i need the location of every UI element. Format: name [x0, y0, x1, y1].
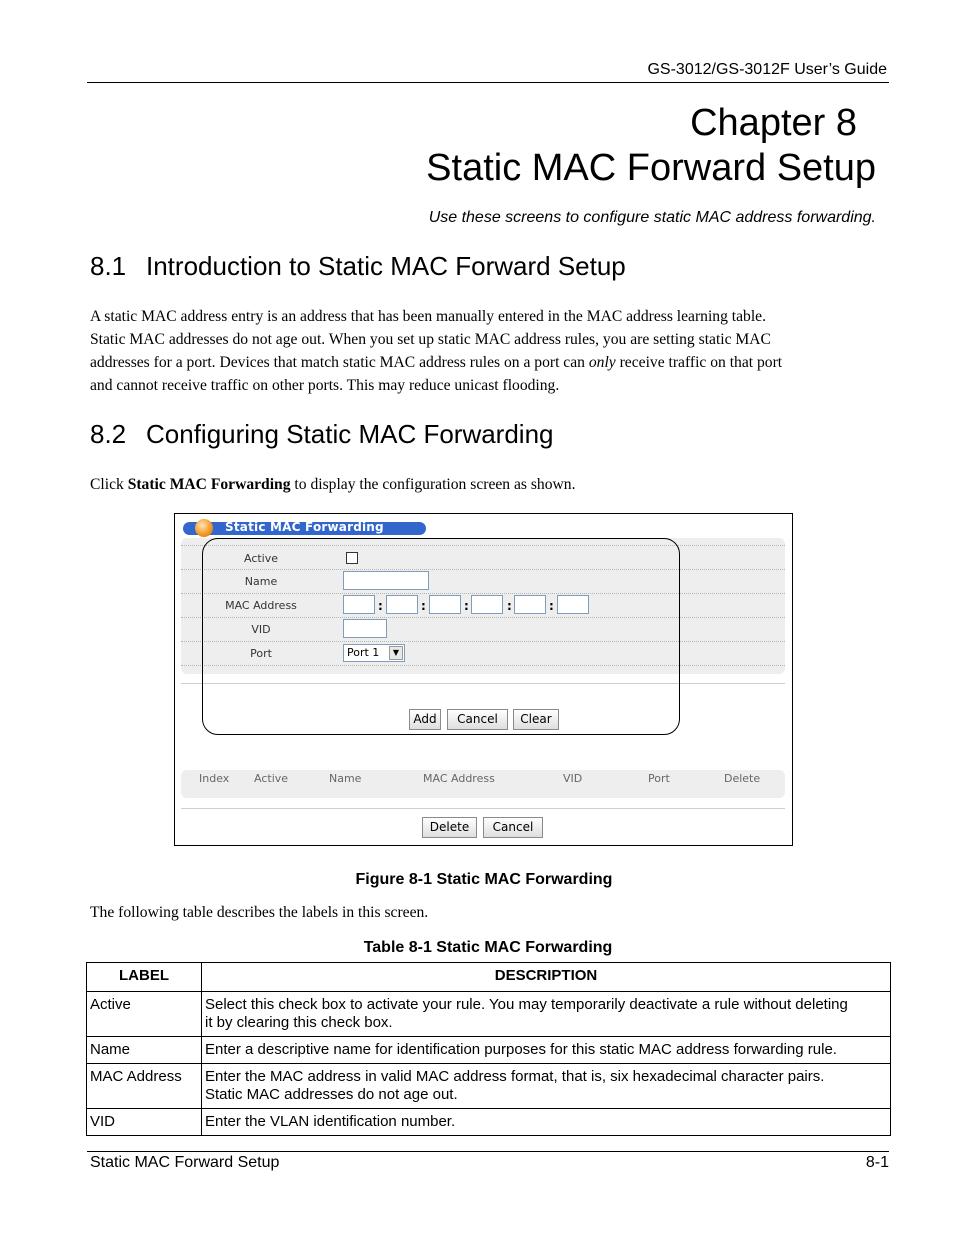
- chapter-intro: Use these screens to configure static MAC address forwarding.: [428, 209, 876, 226]
- section-8-1-paragraph: [90, 305, 870, 397]
- section-8-2-paragraph: Click Static MAC Forwarding to display the configuration screen as shown.: [90, 476, 576, 493]
- chapter-title: Static MAC Forward Setup: [426, 147, 876, 189]
- port-label: Port: [250, 647, 272, 660]
- footer-chapter-title: Static MAC Forward Setup: [90, 1154, 280, 1171]
- footer-rule: [87, 1151, 889, 1152]
- table-row: [87, 1064, 891, 1109]
- chapter-number: Chapter 8: [690, 102, 857, 144]
- mac-separator: :: [549, 599, 554, 613]
- cancel-list-button[interactable]: Cancel: [483, 817, 543, 838]
- section-heading-8-2: [90, 419, 554, 450]
- bold-term: Static MAC Forwarding: [127, 476, 291, 493]
- header-rule: [87, 82, 889, 83]
- name-label: Name: [244, 575, 278, 588]
- section-number: 8.2: [90, 419, 127, 449]
- screen-title: Static MAC Forwarding: [225, 520, 384, 534]
- section-number: 8.1: [90, 251, 127, 281]
- figure-static-mac-forwarding-screen: [174, 513, 793, 846]
- column-header-delete: Delete: [724, 772, 761, 785]
- mac-separator: :: [421, 599, 426, 613]
- row-description: Enter the MAC address in valid MAC address format, that is, six hexadecimal character pairs. Static MAC addresses do not age out.: [202, 1064, 891, 1109]
- active-label: Active: [243, 552, 279, 565]
- add-button[interactable]: Add: [409, 709, 441, 730]
- row-label: Name: [87, 1037, 202, 1064]
- title-orb-icon: [195, 519, 213, 537]
- row-label: VID: [87, 1109, 202, 1136]
- column-header-label: LABEL: [87, 963, 202, 992]
- row-label: Active: [87, 992, 202, 1037]
- mac-separator: :: [378, 599, 383, 613]
- row-label: MAC Address: [87, 1064, 202, 1109]
- mac-separator: :: [464, 599, 469, 613]
- mac-address-label: MAC Address: [225, 599, 297, 612]
- table-row: [87, 992, 891, 1037]
- column-header-mac-address: MAC Address: [423, 772, 495, 785]
- row-description: Select this check box to activate your rule. You may temporarily deactivate a rule without deleting it by clearing this check box.: [202, 992, 891, 1037]
- list-divider: [181, 808, 785, 809]
- column-header-vid: VID: [563, 772, 583, 785]
- column-header-active: Active: [254, 772, 289, 785]
- port-selected-value: Port 1: [347, 646, 380, 659]
- section-title: Configuring Static MAC Forwarding: [146, 419, 554, 449]
- cancel-button[interactable]: Cancel: [447, 709, 508, 730]
- paragraph-line: addresses for a port. Devices that match static MAC address rules on a port can only receive traffic on that port: [90, 354, 783, 371]
- table-caption: Table 8-1 Static MAC Forwarding: [363, 939, 613, 956]
- section-title: Introduction to Static MAC Forward Setup: [146, 251, 626, 281]
- column-header-name: Name: [329, 772, 362, 785]
- mac-separator: :: [507, 599, 512, 613]
- figure-caption: Figure 8-1 Static MAC Forwarding: [355, 871, 613, 888]
- paragraph-line: and cannot receive traffic on other ports. This may reduce unicast flooding.: [90, 377, 560, 394]
- label-description-table: [86, 962, 891, 1136]
- column-header-port: Port: [648, 772, 670, 785]
- section-heading-8-1: [90, 251, 626, 282]
- column-header-description: DESCRIPTION: [202, 963, 891, 992]
- paragraph-line: Static MAC addresses do not age out. When you set up static MAC address rules, you are setting static MAC: [90, 331, 771, 348]
- delete-button[interactable]: Delete: [422, 817, 477, 838]
- chevron-down-icon[interactable]: ▼: [389, 646, 403, 660]
- vid-label: VID: [251, 623, 271, 636]
- running-header: GS-3012/GS-3012F User’s Guide: [647, 61, 887, 78]
- callout-highlight: [202, 538, 680, 735]
- clear-button[interactable]: Clear: [513, 709, 559, 730]
- paragraph-line: A static MAC address entry is an address that has been manually entered in the MAC address learning table.: [90, 308, 766, 325]
- emphasis-only: only: [588, 354, 616, 371]
- row-description: Enter a descriptive name for identification purposes for this static MAC address forwarding rule.: [202, 1037, 891, 1064]
- table-header-row: [87, 963, 891, 992]
- table-intro: The following table describes the labels in this screen.: [90, 904, 429, 921]
- table-row: [87, 1109, 891, 1136]
- footer-page-number: 8-1: [865, 1154, 889, 1171]
- table-row: [87, 1037, 891, 1064]
- column-header-index: Index: [199, 772, 230, 785]
- row-description: Enter the VLAN identification number.: [202, 1109, 891, 1136]
